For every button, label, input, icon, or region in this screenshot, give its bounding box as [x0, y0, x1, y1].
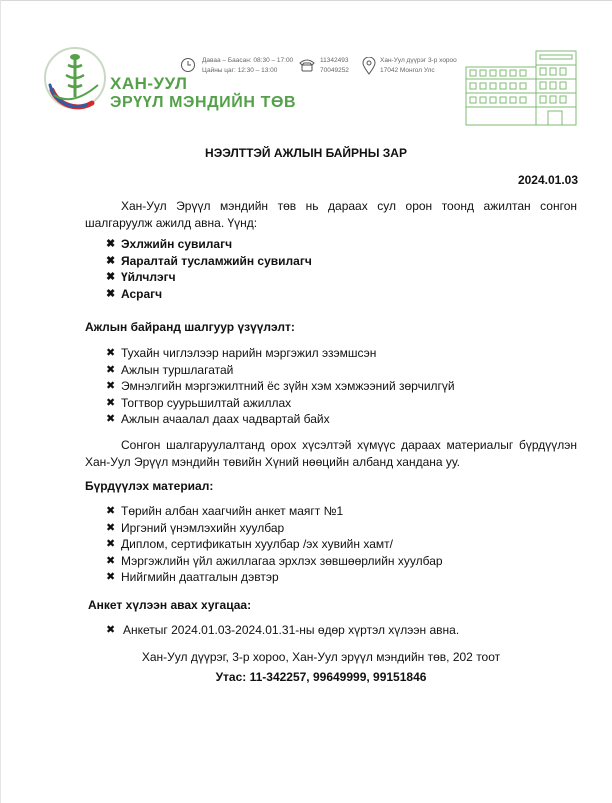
bullet-x-icon: ✖	[106, 505, 116, 517]
materials-heading: Бүрдүүлэх материал:	[85, 479, 214, 493]
document-date: 2024.01.03	[517, 173, 578, 187]
list-item: ✖ Анкетыг 2024.01.03-2024.01.31-ны өдөр хүртэл хүлээн авна.	[106, 623, 460, 637]
bullet-x-icon: ✖	[106, 347, 116, 359]
deadline-heading: Анкет хүлээн авах хугацаа:	[88, 598, 252, 612]
bullet-x-icon: ✖	[106, 238, 116, 250]
intro-text: Хан-Уул Эрүүл мэндийн төв нь дараах сул орон тоонд ажилтан сонгон шалгаруулж ажилд авна. Үүнд:	[85, 199, 577, 230]
list-item: ✖ Үйлчлэгч	[106, 270, 176, 284]
location-pin-icon	[362, 57, 376, 75]
list-item: ✖ Тогтвор суурьшилтай ажиллах	[106, 395, 292, 410]
list-item: ✖ Иргэний үнэмлэхийн хуулбар	[106, 520, 285, 535]
list-item: ✖ Яаралтай тусламжийн сувилагч	[106, 253, 312, 268]
address-line1: Хан-Уул дүүрэг 3-р хороо	[380, 57, 457, 64]
materials-list	[106, 503, 443, 586]
list-item: ✖ Ажлын ачаалал даах чадвартай байх	[106, 412, 330, 426]
list-item: ✖ Эхлжийн сувилагч	[106, 237, 233, 251]
list-item: ✖ Мэргэжлийн үйл ажиллагаа эрхлэх зөвшөөрлийн хуулбар	[106, 553, 443, 568]
bullet-x-icon: ✖	[106, 624, 116, 636]
footer-phone: Утас: 11-342257, 99649999, 99151846	[215, 670, 427, 684]
list-item: ✖ Нийгмийн даатгалын дэвтэр	[106, 570, 279, 584]
list-item: ✖ Эмнэлгийн мэргэжилтний ёс зүйн хэм хэмжээний зөрчилгүй	[106, 379, 455, 393]
list-item: ✖ Диплом, сертификатын хуулбар /эх хувийн хамт/	[106, 537, 393, 551]
list-item: ✖ Асрагч	[106, 286, 163, 301]
bullet-x-icon: ✖	[106, 396, 116, 409]
list-item: ✖ Төрийн албан хаагчийн анкет маягт №1	[106, 504, 344, 518]
requirements-list	[106, 345, 455, 428]
bullet-x-icon: ✖	[106, 380, 116, 392]
document-title: НЭЭЛТТЭЙ АЖЛЫН БАЙРНЫ ЗАР	[205, 146, 407, 160]
organization-name	[110, 74, 296, 112]
bullet-x-icon: ✖	[106, 287, 116, 300]
bullet-x-icon: ✖	[106, 538, 116, 550]
application-paragraph	[85, 437, 577, 471]
requirements-heading: Ажлын байранд шалгуур үзүүлэлт:	[85, 320, 295, 334]
phone-icon	[298, 57, 316, 73]
page-edge-top	[0, 0, 612, 1]
list-item: ✖ Ажлын туршлагатай	[106, 362, 234, 377]
deadline-list	[106, 622, 459, 639]
building-illustration	[464, 49, 578, 127]
bullet-x-icon: ✖	[106, 363, 116, 376]
hours-lunch: Цайны цаг: 12:30 – 13:00	[202, 67, 278, 74]
phone-2: 70049252	[320, 67, 349, 74]
application-text: Сонгон шалгаруулалтанд орох хүсэлтэй хүмүүс дараах материалыг бүрдүүлэн Хан-Уул Эрүүл мэндийн төвийн Хүний нөөцийн албанд хандана уу.	[85, 438, 577, 469]
clock-icon	[180, 57, 196, 73]
bullet-x-icon: ✖	[106, 554, 116, 567]
list-item: ✖ Тухайн чиглэлээр нарийн мэргэжил эзэмшсэн	[106, 346, 377, 360]
bullet-x-icon: ✖	[106, 521, 116, 534]
bullet-x-icon: ✖	[106, 254, 116, 267]
positions-list	[106, 236, 312, 302]
phone-1: 11342493	[320, 57, 349, 64]
org-name-line2: ЭРҮҮЛ МЭНДИЙН ТӨВ	[110, 94, 297, 111]
bullet-x-icon: ✖	[106, 571, 116, 583]
hours-weekday: Даваа – Баасан: 08:30 – 17:00	[202, 57, 294, 64]
bullet-x-icon: ✖	[106, 413, 116, 425]
org-name-line1: ХАН-УУЛ	[110, 74, 188, 93]
letterhead-banner	[42, 45, 578, 131]
footer-address: Хан-Уул дүүрэг, 3-р хороо, Хан-Уул эрүүл мэндийн төв, 202 тоот	[141, 650, 501, 664]
address-line2: 17042 Монгол Улс	[380, 67, 435, 74]
intro-paragraph	[85, 198, 577, 232]
medical-caduceus-logo	[42, 45, 108, 119]
bullet-x-icon: ✖	[106, 271, 116, 283]
